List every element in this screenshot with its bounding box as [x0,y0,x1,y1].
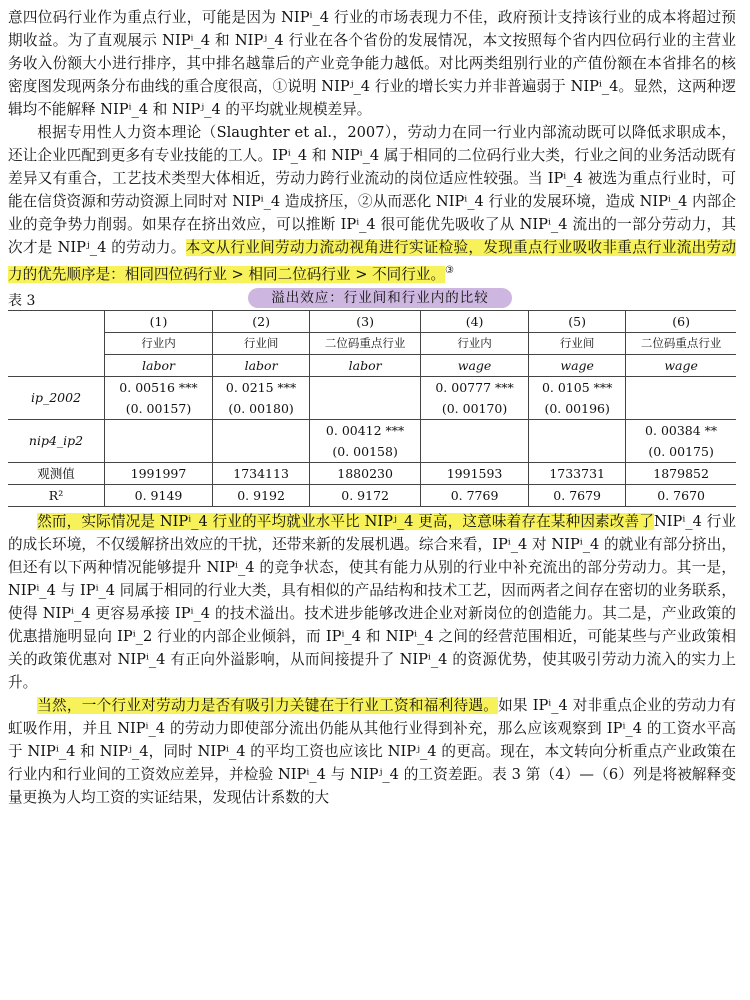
se-cell: (0. 00196) [529,398,626,420]
coef-cell [529,419,626,441]
depvar-5: wage [529,354,626,376]
depvar-1: labor [105,354,213,376]
r2-cell: 0. 9172 [310,484,421,506]
coef-cell [213,419,310,441]
regression-table [8,310,736,507]
col-group-3: 二位码重点行业 [310,332,421,354]
paragraph-1: 意四位码行业作为重点行业，可能是因为 NIPⁱ_4 行业的市场表现力不佳，政府预计支持该行业的成本将超过预期收益。为了直观展示 NIPⁱ_4 和 NIPʲ_4 行业在各个省份的发展情况，本文按照每个省内四位码行业的主营业务收入份额大小进行排序，其中排名越靠后的产业竞争能力越低。对比两类组别行业的产值份额在本省排名的核密度图发现两条分布曲线的重合度很高，①说明 NIPʲ_4 行业的增长实力并非普遍弱于 NIPⁱ_4。显然，这两种逻辑均不能解释 NIPⁱ_4 和 NIPʲ_4 的平均就业规模差异。 [8,9,736,118]
footnote-marker: ③ [445,265,455,276]
row-label-nip4-ip2: nip4_ip2 [8,419,105,462]
se-cell [213,441,310,463]
stub-empty [8,354,105,376]
paragraph-2-text: 根据专用性人力资本理论（Slaughter et al.，2007），劳动力在同一行业内部流动既可以降低求职成本，还让企业匹配到更多有专业技能的工人。IPⁱ_4 和 NIPⁱ_4 属于相同的二位码行业大类，行业之间的业务活动既有差异又有重合，工艺技术类型大体相近，劳动力跨行业流动的岗位适应性较强。当 IPⁱ_4 被选为重点行业时，可能在信贷资源和劳动资源上同时对 NIPⁱ_4 造成挤压，②从而恶化 NIPⁱ_4 行业的发展环境，造成 NIPⁱ_4 内部企业的竞争势力削弱。如果存在挤出效应，可以推断 IPⁱ_4 很可能优先吸收了从 NIPⁱ_4 流出的一部分劳动力，其次才是 NIPʲ_4 的劳动力。 [8,124,736,256]
se-cell: (0. 00175) [626,441,736,463]
col-number-5: (5) [529,310,626,332]
table-title: 溢出效应：行业间和行业内的比较 [248,288,512,308]
obs-cell: 1879852 [626,462,736,484]
row-label-ip2002: ip_2002 [8,376,105,419]
se-cell [626,398,736,420]
coef-cell: 0. 0105 *** [529,376,626,398]
r2-cell: 0. 9149 [105,484,213,506]
row-label-observations: 观测值 [8,462,105,484]
table-row-ip2002-coef [8,376,736,398]
paragraph-4-highlight: 当然，一个行业对劳动力是否有吸引力关键在于行业工资和福利待遇。 [37,696,499,714]
table-row-col-groups [8,332,736,354]
paragraph-3 [8,510,736,694]
row-label-r2: R² [8,484,105,506]
stub-empty [8,332,105,354]
depvar-4: wage [421,354,529,376]
se-cell: (0. 00158) [310,441,421,463]
table-row-nip4-coef [8,419,736,441]
se-cell [421,441,529,463]
col-group-4: 行业内 [421,332,529,354]
col-number-6: (6) [626,310,736,332]
col-number-4: (4) [421,310,529,332]
table-row-nip4-se [8,441,736,463]
col-number-3: (3) [310,310,421,332]
table-row-depvars [8,354,736,376]
coef-cell: 0. 00516 *** [105,376,213,398]
obs-cell: 1733731 [529,462,626,484]
paragraph-4 [8,694,736,809]
r2-cell: 0. 7670 [626,484,736,506]
se-cell: (0. 00180) [213,398,310,420]
paragraph-2 [8,121,736,286]
coef-cell: 0. 0215 *** [213,376,310,398]
se-cell: (0. 00157) [105,398,213,420]
depvar-2: labor [213,354,310,376]
table-row-ip2002-se [8,398,736,420]
obs-cell: 1991593 [421,462,529,484]
col-group-1: 行业内 [105,332,213,354]
table-header [8,288,736,310]
r2-cell: 0. 7679 [529,484,626,506]
table-row-col-numbers [8,310,736,332]
paragraph-2-highlight: 本文从行业间劳动力流动视角进行实证检验，发现重点行业吸收非重点行业流出劳动力的优先顺序是：相同四位码行业 > 相同二位码行业 > 不同行业。 [8,239,736,283]
r2-cell: 0. 7769 [421,484,529,506]
depvar-3: labor [310,354,421,376]
col-group-5: 行业间 [529,332,626,354]
obs-cell: 1734113 [213,462,310,484]
se-cell [529,441,626,463]
paragraph-4-text: 如果 IPⁱ_4 对非重点企业的劳动力有虹吸作用，并且 NIPⁱ_4 的劳动力即使部分流出仍能从其他行业得到补充，那么应该观察到 IPⁱ_4 的工资水平高于 NIPⁱ_4 和 NIPʲ_4，同时 NIPⁱ_4 的平均工资也应该比 NIPʲ_4 的更高。现在，本文转向分析重点产业政策在行业内和行业间的工资效应差异，并检验 NIPⁱ_4 与 NIPʲ_4 的工资差距。表 3 第（4）—（6）列是将被解释变量更换为人均工资的实证结果，发现估计系数的大 [8,696,736,806]
paragraph-3-text: NIPⁱ_4 行业的成长环境，不仅缓解挤出效应的干扰，还带来新的发展机遇。综合来看，IPⁱ_4 对 NIPⁱ_4 的就业有部分挤出，但还有以下两种情况能够提升 NIPⁱ_4 的竞争状态，使其有能力从别的行业中补充流出的部分劳动力。其一是，NIPⁱ_4 与 IPⁱ_4 同属于相同的行业大类，具有相似的产品结构和技术工艺，因而两者之间存在密切的业务联系，使得 NIPⁱ_4 更容易承接 IPⁱ_4 的技术溢出。技术进步能够改进企业对新岗位的创造能力。其二是，产业政策的优惠措施明显向 IPⁱ_2 行业的内部企业倾斜，而 IPⁱ_4 和 NIPⁱ_4 之间的经营范围相近，可能某些与产业政策相关的政策优惠对 NIPⁱ_4 有正向外溢影响，从而间接提升了 NIPⁱ_4 的资源优势，使其吸引劳动力流入的实力上升。 [8,512,736,691]
col-number-1: (1) [105,310,213,332]
se-cell: (0. 00170) [421,398,529,420]
table-row-observations [8,462,736,484]
coef-cell [626,376,736,398]
se-cell [310,398,421,420]
coef-cell: 0. 00384 ** [626,419,736,441]
col-group-2: 行业间 [213,332,310,354]
coef-cell [421,419,529,441]
obs-cell: 1991997 [105,462,213,484]
col-group-6: 二位码重点行业 [626,332,736,354]
r2-cell: 0. 9192 [213,484,310,506]
depvar-6: wage [626,354,736,376]
coef-cell [310,376,421,398]
paragraph-3-highlight: 然而，实际情况是 NIPⁱ_4 行业的平均就业水平比 NIPʲ_4 更高，这意味着存在某种因素改善了 [37,512,654,530]
obs-cell: 1880230 [310,462,421,484]
se-cell [105,441,213,463]
coef-cell: 0. 00412 *** [310,419,421,441]
table-row-r2 [8,484,736,506]
col-number-2: (2) [213,310,310,332]
stub-header [8,310,105,332]
coef-cell [105,419,213,441]
table-label: 表 3 [8,292,36,309]
coef-cell: 0. 00777 *** [421,376,529,398]
